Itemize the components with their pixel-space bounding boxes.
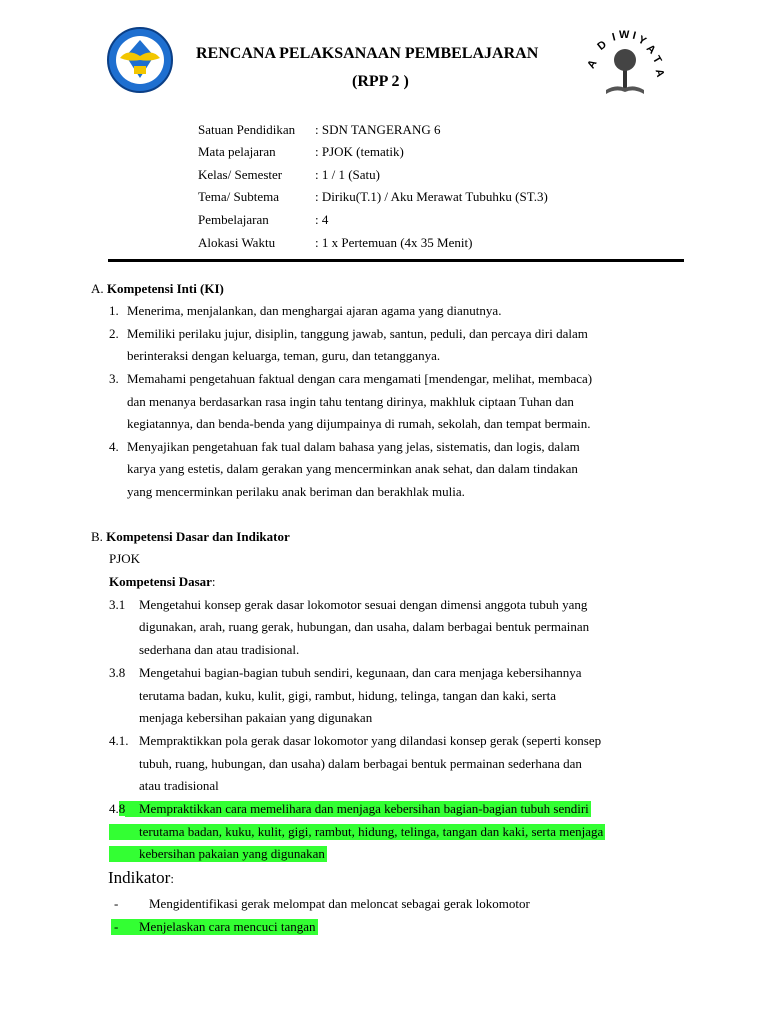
kd-text: tubuh, ruang, hubungan, dan usaha) dalam berbagai bentuk permainan sederhana dan bbox=[139, 756, 582, 771]
kd-number: 3.8 bbox=[109, 665, 126, 680]
kd-text: menjaga kebersihan pakaian yang digunakan bbox=[139, 710, 373, 725]
list-item-text: Menerima, menjalankan, dan menghargai ajaran agama yang dianutnya. bbox=[127, 303, 502, 318]
svg-text:T: T bbox=[649, 53, 664, 66]
kd-text: Mempraktikkan pola gerak dasar lokomotor yang dilandasi konsep gerak (seperti konsep bbox=[139, 733, 602, 748]
kd-text-highlighted: Mempraktikkan cara memelihara dan menjaga kebersihan bagian-bagian tubuh sendiri bbox=[125, 801, 591, 817]
list-item-text: dan menanya berdasarkan rasa ingin tahu tentang dirinya, makhluk ciptaan Tuhan dan bbox=[127, 394, 574, 409]
meta-value: : SDN TANGERANG 6 bbox=[315, 122, 441, 137]
list-number: 3. bbox=[109, 371, 119, 386]
meta-value: : Diriku(T.1) / Aku Merawat Tubuhku (ST.3) bbox=[315, 189, 548, 204]
kd-text-highlighted: kebersihan pakaian yang digunakan bbox=[109, 846, 327, 862]
meta-label: Satuan Pendidikan bbox=[198, 122, 296, 137]
kd-number-highlighted bbox=[109, 801, 125, 817]
indikator-item-highlighted: Menjelaskan cara mencuci tangan bbox=[121, 919, 318, 935]
kd-number: 3.1 bbox=[109, 597, 126, 612]
meta-value: : 1 x Pertemuan (4x 35 Menit) bbox=[315, 235, 473, 250]
bullet: - bbox=[114, 896, 119, 911]
meta-label: Alokasi Waktu bbox=[198, 235, 276, 250]
list-number: 4. bbox=[109, 439, 119, 454]
kd-colon: : bbox=[211, 574, 216, 589]
subject-label: PJOK bbox=[109, 551, 141, 566]
kd-text: sederhana dan atau tradisional. bbox=[139, 642, 300, 657]
meta-label: Tema/ Subtema bbox=[198, 189, 280, 204]
list-item-text: karya yang estetis, dalam gerakan yang mencerminkan anak sehat, dan dalam tindakan bbox=[127, 461, 578, 476]
list-item-text: berinteraksi dengan keluarga, teman, guru, dan tetangganya. bbox=[127, 348, 441, 363]
svg-text:W: W bbox=[619, 29, 630, 41]
svg-text:A: A bbox=[585, 57, 600, 71]
kd-number: 4.1. bbox=[109, 733, 129, 748]
kd-heading bbox=[109, 574, 216, 590]
indikator-item: Mengidentifikasi gerak melompat dan meloncat sebagai gerak lokomotor bbox=[149, 896, 530, 911]
meta-value: : 1 / 1 (Satu) bbox=[315, 167, 380, 182]
svg-text:I: I bbox=[610, 31, 617, 44]
section-a-heading bbox=[91, 281, 224, 297]
meta-label: Pembelajaran bbox=[198, 212, 269, 227]
kd-text: atau tradisional bbox=[139, 778, 219, 793]
tut-wuri-handayani-logo bbox=[106, 26, 174, 94]
section-title: Kompetensi Inti (KI) bbox=[106, 281, 224, 296]
list-item-text: Menyajikan pengetahuan fak tual dalam bahasa yang jelas, sistematis, dan logis, dalam bbox=[127, 439, 580, 454]
kd-number-prefix: 4. bbox=[109, 801, 119, 816]
page-subtitle: (RPP 2 ) bbox=[352, 73, 409, 90]
kd-text: Mengetahui konsep gerak dasar lokomotor sesuai dengan dimensi anggota tubuh yang bbox=[139, 597, 588, 612]
kd-title: Kompetensi Dasar bbox=[109, 574, 212, 589]
meta-label: Kelas/ Semester bbox=[198, 167, 283, 182]
list-item-text: kegiatannya, dan benda-benda yang dijumpainya di rumah, sekolah, dan tempat bermain. bbox=[127, 416, 591, 431]
page-title: RENCANA PELAKSANAAN PEMBELAJARAN bbox=[196, 45, 539, 62]
section-letter: A. bbox=[91, 281, 104, 296]
meta-label: Mata pelajaran bbox=[198, 144, 276, 159]
svg-text:I: I bbox=[631, 29, 638, 43]
bullet-highlighted: - bbox=[111, 919, 121, 935]
meta-value: : PJOK (tematik) bbox=[315, 144, 404, 159]
list-item-text: yang mencerminkan perilaku anak beriman dan berakhlak mulia. bbox=[127, 484, 465, 499]
kd-text: terutama badan, kuku, kulit, gigi, rambut, hidung, telinga, tangan dan kaki, serta bbox=[139, 688, 556, 703]
indikator-colon: : bbox=[170, 871, 174, 886]
svg-text:Y: Y bbox=[635, 33, 649, 48]
kd-text: digunakan, arah, ruang gerak, hubungan, dan usaha, dalam berbagai bentuk permainan bbox=[139, 619, 590, 634]
indikator-title: Indikator bbox=[108, 868, 171, 887]
section-title: Kompetensi Dasar dan Indikator bbox=[106, 529, 290, 544]
adiwiyata-logo bbox=[585, 29, 667, 100]
svg-text:D: D bbox=[595, 38, 609, 53]
indikator-heading bbox=[108, 868, 174, 888]
section-b-heading bbox=[91, 529, 290, 545]
kd-text-highlighted: terutama badan, kuku, kulit, gigi, rambut, hidung, telinga, tangan dan kaki, serta menjaga bbox=[109, 824, 605, 840]
list-item-text: Memahami pengetahuan faktual dengan cara mengamati [mendengar, melihat, membaca) bbox=[127, 371, 593, 386]
meta-value: : 4 bbox=[315, 212, 329, 227]
list-number: 1. bbox=[109, 303, 119, 318]
svg-text:A: A bbox=[652, 67, 667, 79]
header-divider bbox=[108, 259, 684, 262]
kd-number-suffix: 8 bbox=[118, 801, 126, 816]
list-number: 2. bbox=[109, 326, 119, 341]
kd-text: Mengetahui bagian-bagian tubuh sendiri, kegunaan, dan cara menjaga kebersihannya bbox=[139, 665, 582, 680]
svg-text:A: A bbox=[643, 42, 658, 57]
section-letter: B. bbox=[91, 529, 103, 544]
list-item-text: Memiliki perilaku jujur, disiplin, tanggung jawab, santun, peduli, dan percaya diri dalam bbox=[127, 326, 588, 341]
